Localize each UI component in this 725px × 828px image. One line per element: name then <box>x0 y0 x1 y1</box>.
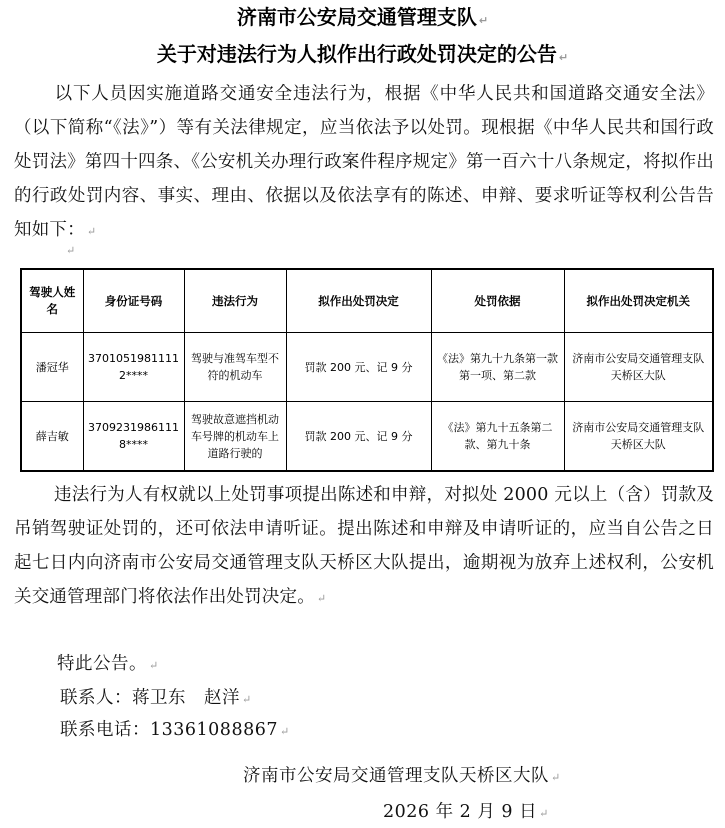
intro-paragraph <box>14 77 714 249</box>
cell-violation: 驾驶与准驾车型不符的机动车 <box>184 333 286 402</box>
paragraph-mark-icon: ↵ <box>539 807 549 820</box>
cell-penalty-basis: 《法》第九十九条第一款第一项、第二款 <box>431 333 564 402</box>
cell-proposed-penalty: 罚款 200 元、记 9 分 <box>286 402 431 472</box>
paragraph-mark-icon: ↵ <box>558 51 569 64</box>
paragraph-mark-icon: ↵ <box>66 244 76 257</box>
header-driver-name: 驾驶人姓名 <box>21 269 83 333</box>
rights-paragraph <box>14 478 714 616</box>
contact-person: 联系人：蒋卫东 赵洋 ↵ <box>60 688 252 708</box>
header-deciding-authority: 拟作出处罚决定机关 <box>564 269 713 333</box>
cell-id-number: 37092319861118**** <box>83 402 184 472</box>
cell-violation: 驾驶故意遮挡机动车号牌的机动车上道路行驶的 <box>184 402 286 472</box>
paragraph-mark-icon: ↵ <box>279 725 290 738</box>
paragraph-mark-icon: ↵ <box>551 771 561 784</box>
table-header-row <box>21 269 713 333</box>
cell-driver-name: 薛吉敏 <box>21 402 83 472</box>
header-penalty-basis: 处罚依据 <box>431 269 564 333</box>
intro-text: 以下人员因实施道路交通安全违法行为，根据《中华人民共和国道路交通安全法》（以下简称“《法》”）等有关法律规定，应当依法予以处罚。现根据《中华人民共和国行政处罚法》第四十四条、《公安机关办理行政案件程序规定》第一百六十八条规定，将拟作出的行政处罚内容、事实、理由、依据以及依法享有的陈述、申辩、要求听证等权利公告告知如下： <box>14 84 714 240</box>
header-proposed-penalty: 拟作出处罚决定 <box>286 269 431 333</box>
cell-deciding-authority: 济南市公安局交通管理支队天桥区大队 <box>564 402 713 472</box>
cell-driver-name: 潘冠华 <box>21 333 83 402</box>
notice-title-line1: 济南市公安局交通管理支队 ↵ <box>236 5 489 29</box>
header-id-number: 身份证号码 <box>83 269 184 333</box>
paragraph-mark-icon: ↵ <box>86 225 97 238</box>
table-row <box>21 402 713 472</box>
paragraph-mark-icon: ↵ <box>478 14 489 27</box>
issue-date: 2026 年 2 月 9 日 ↵ <box>383 802 549 822</box>
cell-id-number: 37010519811112**** <box>83 333 184 402</box>
header-violation: 违法行为 <box>184 269 286 333</box>
issuing-authority-signature: 济南市公安局交通管理支队天桥区大队 ↵ <box>243 766 561 786</box>
notice-title-line2: 关于对违法行为人拟作出行政处罚决定的公告 ↵ <box>156 42 569 66</box>
cell-penalty-basis: 《法》第九十五条第二款、第九十条 <box>431 402 564 472</box>
penalty-table <box>20 268 714 472</box>
closing-notice: 特此公告。 ↵ <box>57 654 159 674</box>
table-row <box>21 333 713 402</box>
cell-deciding-authority: 济南市公安局交通管理支队天桥区大队 <box>564 333 713 402</box>
rights-text: 违法行为人有权就以上处罚事项提出陈述和申辩，对拟处 2000 元以上（含）罚款及吊销驾驶证处罚的，还可依法申请听证。提出陈述和申辩及申请听证的，应当自公告之日起七日内向济南市公安局交通管理支队天桥区大队提出，逾期视为放弃上述权利，公安机关交通管理部门将依法作出处罚决定。 <box>14 485 714 607</box>
contact-phone: 联系电话：13361088867 ↵ <box>60 720 290 740</box>
paragraph-mark-icon: ↵ <box>316 592 327 605</box>
cell-proposed-penalty: 罚款 200 元、记 9 分 <box>286 333 431 402</box>
paragraph-mark-icon: ↵ <box>242 693 252 706</box>
paragraph-mark-icon: ↵ <box>149 659 159 672</box>
